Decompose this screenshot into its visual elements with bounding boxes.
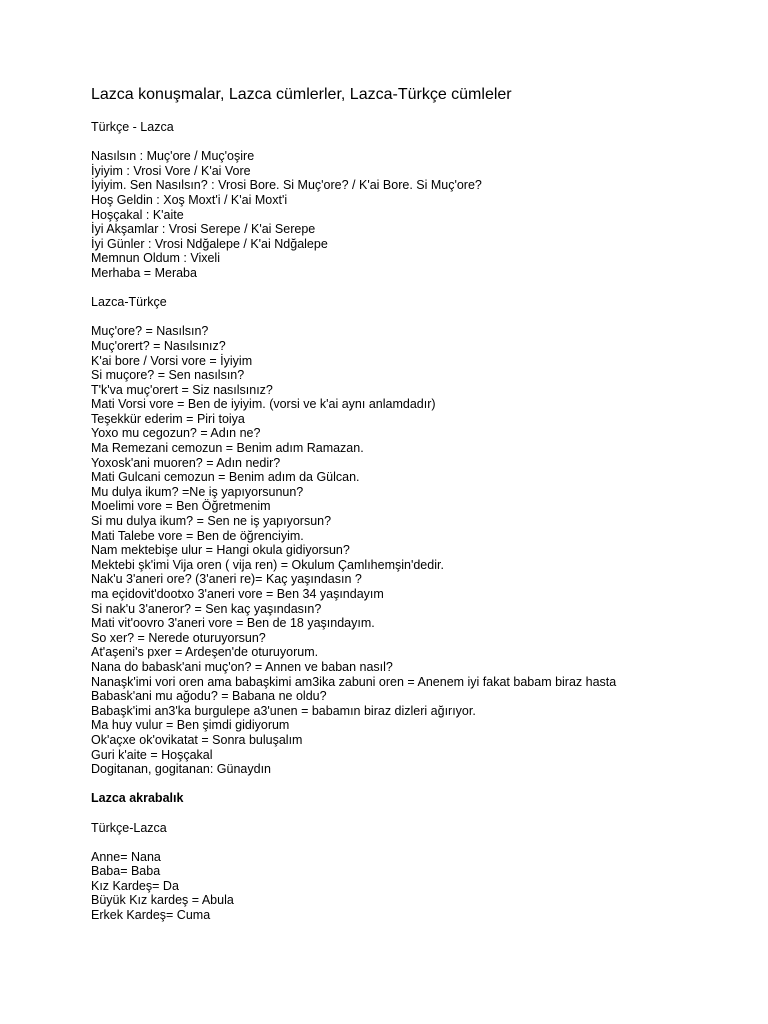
text-line: Hoş Geldin : Xoş Moxt'i / K'ai Moxt'i [91, 192, 288, 207]
text-line: Moelimi vore = Ben Öğretmenim [91, 499, 271, 514]
text-line: ma eçidovit'dootxo 3'aneri vore = Ben 34 yaşındayım [91, 587, 384, 601]
section-turkce-lazca-lines [91, 149, 763, 280]
section-heading-turkce-lazca: Türkçe - Lazca [91, 120, 174, 134]
text-line: Ok'açxe ok'ovikatat = Sonra buluşalım [91, 732, 303, 747]
text-line: Baba= Baba [91, 864, 161, 879]
text-line: Mati vit'oovro 3'aneri vore = Ben de 18 yaşındayım. [91, 616, 375, 631]
text-line: Teşekkür ederim = Piri toiya [91, 411, 245, 426]
section-heading-lazca-turkce: Lazca-Türkçe [91, 295, 167, 310]
text-line: Hoşçakal : K'aite [91, 207, 184, 222]
document-page [91, 84, 763, 923]
text-line: Nam mektebişe ulur = Hangi okula gidiyorsun? [91, 543, 350, 558]
text-line: Babask'ani mu ağodu? = Babana ne oldu? [91, 689, 327, 704]
text-line: İyiyim. Sen Nasılsın? : Vrosi Bore. Si Muç'ore? / K'ai Bore. Si Muç'ore? [91, 178, 482, 193]
text-line: Mektebi şk'imi Vija oren ( vija ren) = Okulum Çamlıhemşin'dedir. [91, 557, 444, 572]
text-line: Si nak'u 3'aneror? = Sen kaç yaşındasın? [91, 601, 322, 616]
text-line: Nanaşk'imi vori oren ama babaşkimi am3ika zabuni oren = Anenem iyi fakat babam biraz hasta [91, 674, 617, 689]
text-line: Büyük Kız kardeş = Abula [91, 893, 234, 908]
section-heading-lazca-akrabalik: Lazca akrabalık [91, 791, 184, 806]
text-line: Muç'ore? = Nasılsın? [91, 324, 209, 339]
text-line: Ma Remezani cemozun = Benim adım Ramazan. [91, 441, 364, 456]
text-line: Muç'orert? = Nasılsınız? [91, 338, 226, 353]
text-line: İyiyim : Vrosi Vore / K'ai Vore [91, 163, 251, 178]
text-line: Yoxosk'ani muoren? = Adın nedir? [91, 455, 281, 470]
text-line: At'aşeni's pxer = Ardeşen'de oturuyorum. [91, 645, 319, 660]
text-line: Mu dulya ikum? =Ne iş yapıyorsunun? [91, 484, 304, 499]
text-line: Mati Vorsi vore = Ben de iyiyim. (vorsi ve k'ai aynı anlamdadır) [91, 397, 436, 412]
text-line: Anne= Nana [91, 849, 161, 864]
text-line: So xer? = Nerede oturuyorsun? [91, 630, 266, 645]
document-title: Lazca konuşmalar, Lazca cümlerler, Lazca-Türkçe cümleler [91, 86, 512, 103]
text-line: Mati Talebe vore = Ben de öğrenciyim. [91, 528, 304, 543]
text-line: Guri k'aite = Hoşçakal [91, 747, 213, 762]
text-line: K'ai bore / Vorsi vore = İyiyim [91, 353, 253, 368]
section-lazca-turkce-lines [91, 324, 763, 776]
text-line: Mati Gulcani cemozun = Benim adım da Gülcan. [91, 470, 360, 485]
text-line: Ma huy vulur = Ben şimdi gidiyorum [91, 718, 290, 733]
text-line: Merhaba = Meraba [91, 265, 197, 280]
text-line: Kız Kardeş= Da [91, 878, 179, 893]
text-line: Yoxo mu cegozun? = Adın ne? [91, 426, 261, 441]
text-line: Nana do babask'ani muç'on? = Annen ve baban nasıl? [91, 659, 393, 674]
text-line: Si muçore? = Sen nasılsın? [91, 368, 245, 383]
text-line: T'k'va muç'orert = Siz nasılsınız? [91, 382, 273, 397]
text-line: Si mu dulya ikum? = Sen ne iş yapıyorsun? [91, 514, 332, 529]
text-line: Babaşk'imi an3'ka burgulepe a3'unen = babamın biraz dizleri ağırıyor. [91, 703, 476, 718]
text-line: Erkek Kardeş= Cuma [91, 908, 211, 923]
text-line: İyi Günler : Vrosi Ndğalepe / K'ai Ndğalepe [91, 236, 328, 251]
text-line: Memnun Oldum : Vixeli [91, 251, 220, 266]
section-akrabalik-lines [91, 850, 763, 923]
text-line: Dogitanan, gogitanan: Günaydın [91, 762, 271, 777]
text-line: İyi Akşamlar : Vrosi Serepe / K'ai Serepe [91, 222, 316, 237]
section-heading-akrabalik-turkce-lazca: Türkçe-Lazca [91, 820, 167, 835]
text-line: Nasılsın : Muç'ore / Muç'oşire [91, 149, 255, 164]
text-line: Nak'u 3'aneri ore? (3'aneri re)= Kaç yaşındasın ? [91, 572, 362, 587]
